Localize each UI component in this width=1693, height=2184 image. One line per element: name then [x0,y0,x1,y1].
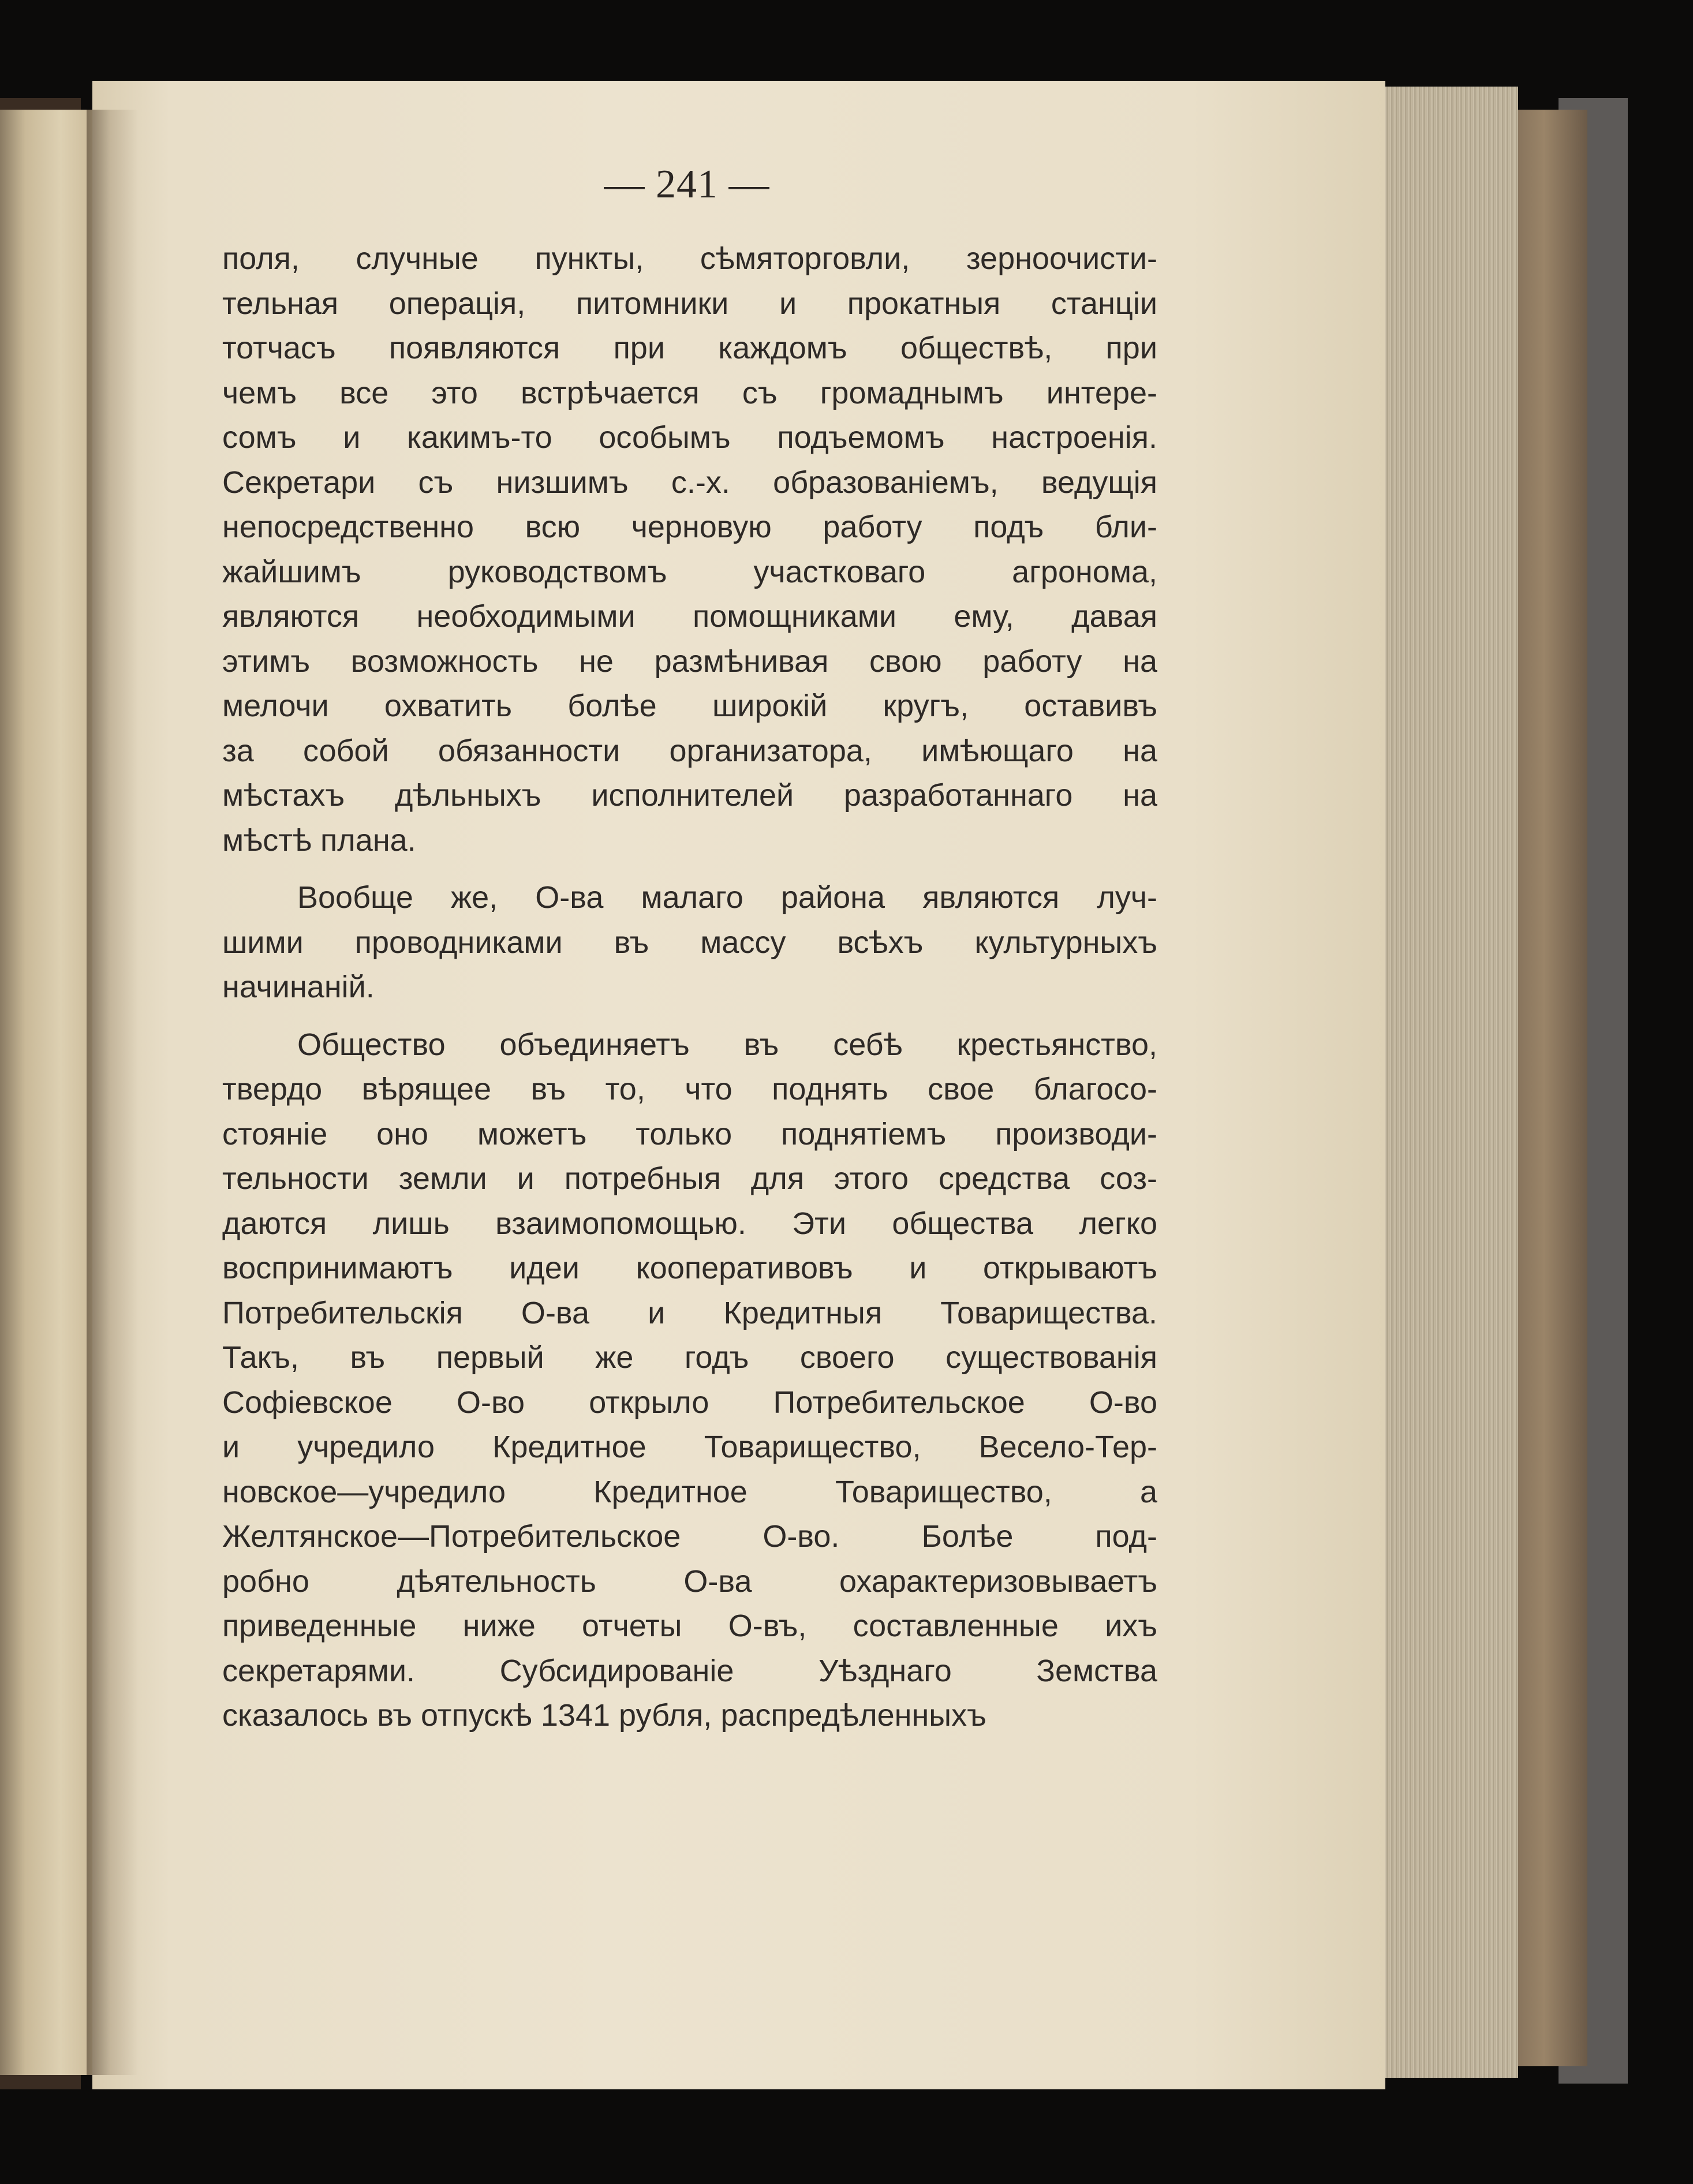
text-line: робно дѣятельность О-ва охарактеризовываетъ [222,1564,1157,1599]
gutter-shadow [87,110,139,2075]
body-text [222,237,1157,1738]
text-line: начинаній. [222,970,375,1004]
text-line: Секретари съ низшимъ с.-х. образованіемъ, ведущія [222,465,1157,500]
text-line: жайшимъ руководствомъ участковаго агронома, [222,554,1157,589]
paragraph [222,1023,1157,1738]
text-line: тотчасъ появляются при каждомъ обществѣ, при [222,331,1157,365]
text-line: мелочи охватить болѣе широкій кругъ, оставивъ [222,689,1157,723]
text-line: Желтянское—Потребительское О-во. Болѣе под- [222,1519,1157,1554]
text-line: мѣстѣ плана. [222,822,416,858]
text-line: сказалось въ отпускѣ 1341 рубля, распредѣленныхъ [222,1698,986,1733]
text-line: секретарями. Субсидированіе Уѣзднаго Земства [222,1653,1157,1688]
paragraph [222,237,1157,863]
text-line: за собой обязанности организатора, имѣющаго на [222,733,1157,768]
text-line: сомъ и какимъ-то особымъ подъемомъ настроенія. [222,420,1157,455]
text-line: Вообще же, О-ва малаго района являются луч- [297,880,1157,915]
text-line: Общество объединяетъ въ себѣ крестьянство, [297,1027,1157,1062]
text-line: и учредило Кредитное Товарищество, Весело-Тер- [222,1430,1157,1464]
page-block-edges [1380,87,1518,2078]
paragraph [222,876,1157,1010]
text-line: тельности земли и потребныя для этого средства соз- [222,1161,1157,1196]
text-line: тельная операція, питомники и прокатныя станціи [222,286,1157,321]
text-line: новское—учредило Кредитное Товарищество, а [222,1474,1157,1509]
text-line: Софіевское О-во открыло Потребительское О-во [222,1385,1157,1420]
text-line: воспринимаютъ идеи кооперативовъ и открываютъ [222,1251,1157,1285]
text-line: шими проводниками въ массу всѣхъ культурныхъ [222,925,1157,960]
text-line: Потребительскія О-ва и Кредитныя Товарищества. [222,1295,1157,1330]
text-line: чемъ все это встрѣчается съ громаднымъ интере- [222,375,1157,410]
text-line: этимъ возможность не размѣнивая свою работу на [222,644,1157,679]
text-line: приведенные ниже отчеты О-въ, составленные ихъ [222,1609,1157,1643]
page-number: — 241 — [604,162,770,207]
text-line: даются лишь взаимопомощью. Эти общества легко [222,1206,1157,1241]
text-line: твердо вѣрящее въ то, что поднять свое благосо- [222,1072,1157,1106]
text-line: Такъ, въ первый же годъ своего существованія [222,1340,1157,1375]
text-line: стояніе оно можетъ только поднятіемъ производи- [222,1116,1157,1151]
text-line: непосредственно всю черновую работу подъ бли- [222,510,1157,544]
previous-page-edge [0,110,101,2075]
text-line: являются необходимыми помощниками ему, давая [222,599,1157,634]
text-line: мѣстахъ дѣльныхъ исполнителей разработаннаго на [222,778,1157,813]
text-line: поля, случные пункты, сѣмяторговли, зерноочисти- [222,241,1157,276]
